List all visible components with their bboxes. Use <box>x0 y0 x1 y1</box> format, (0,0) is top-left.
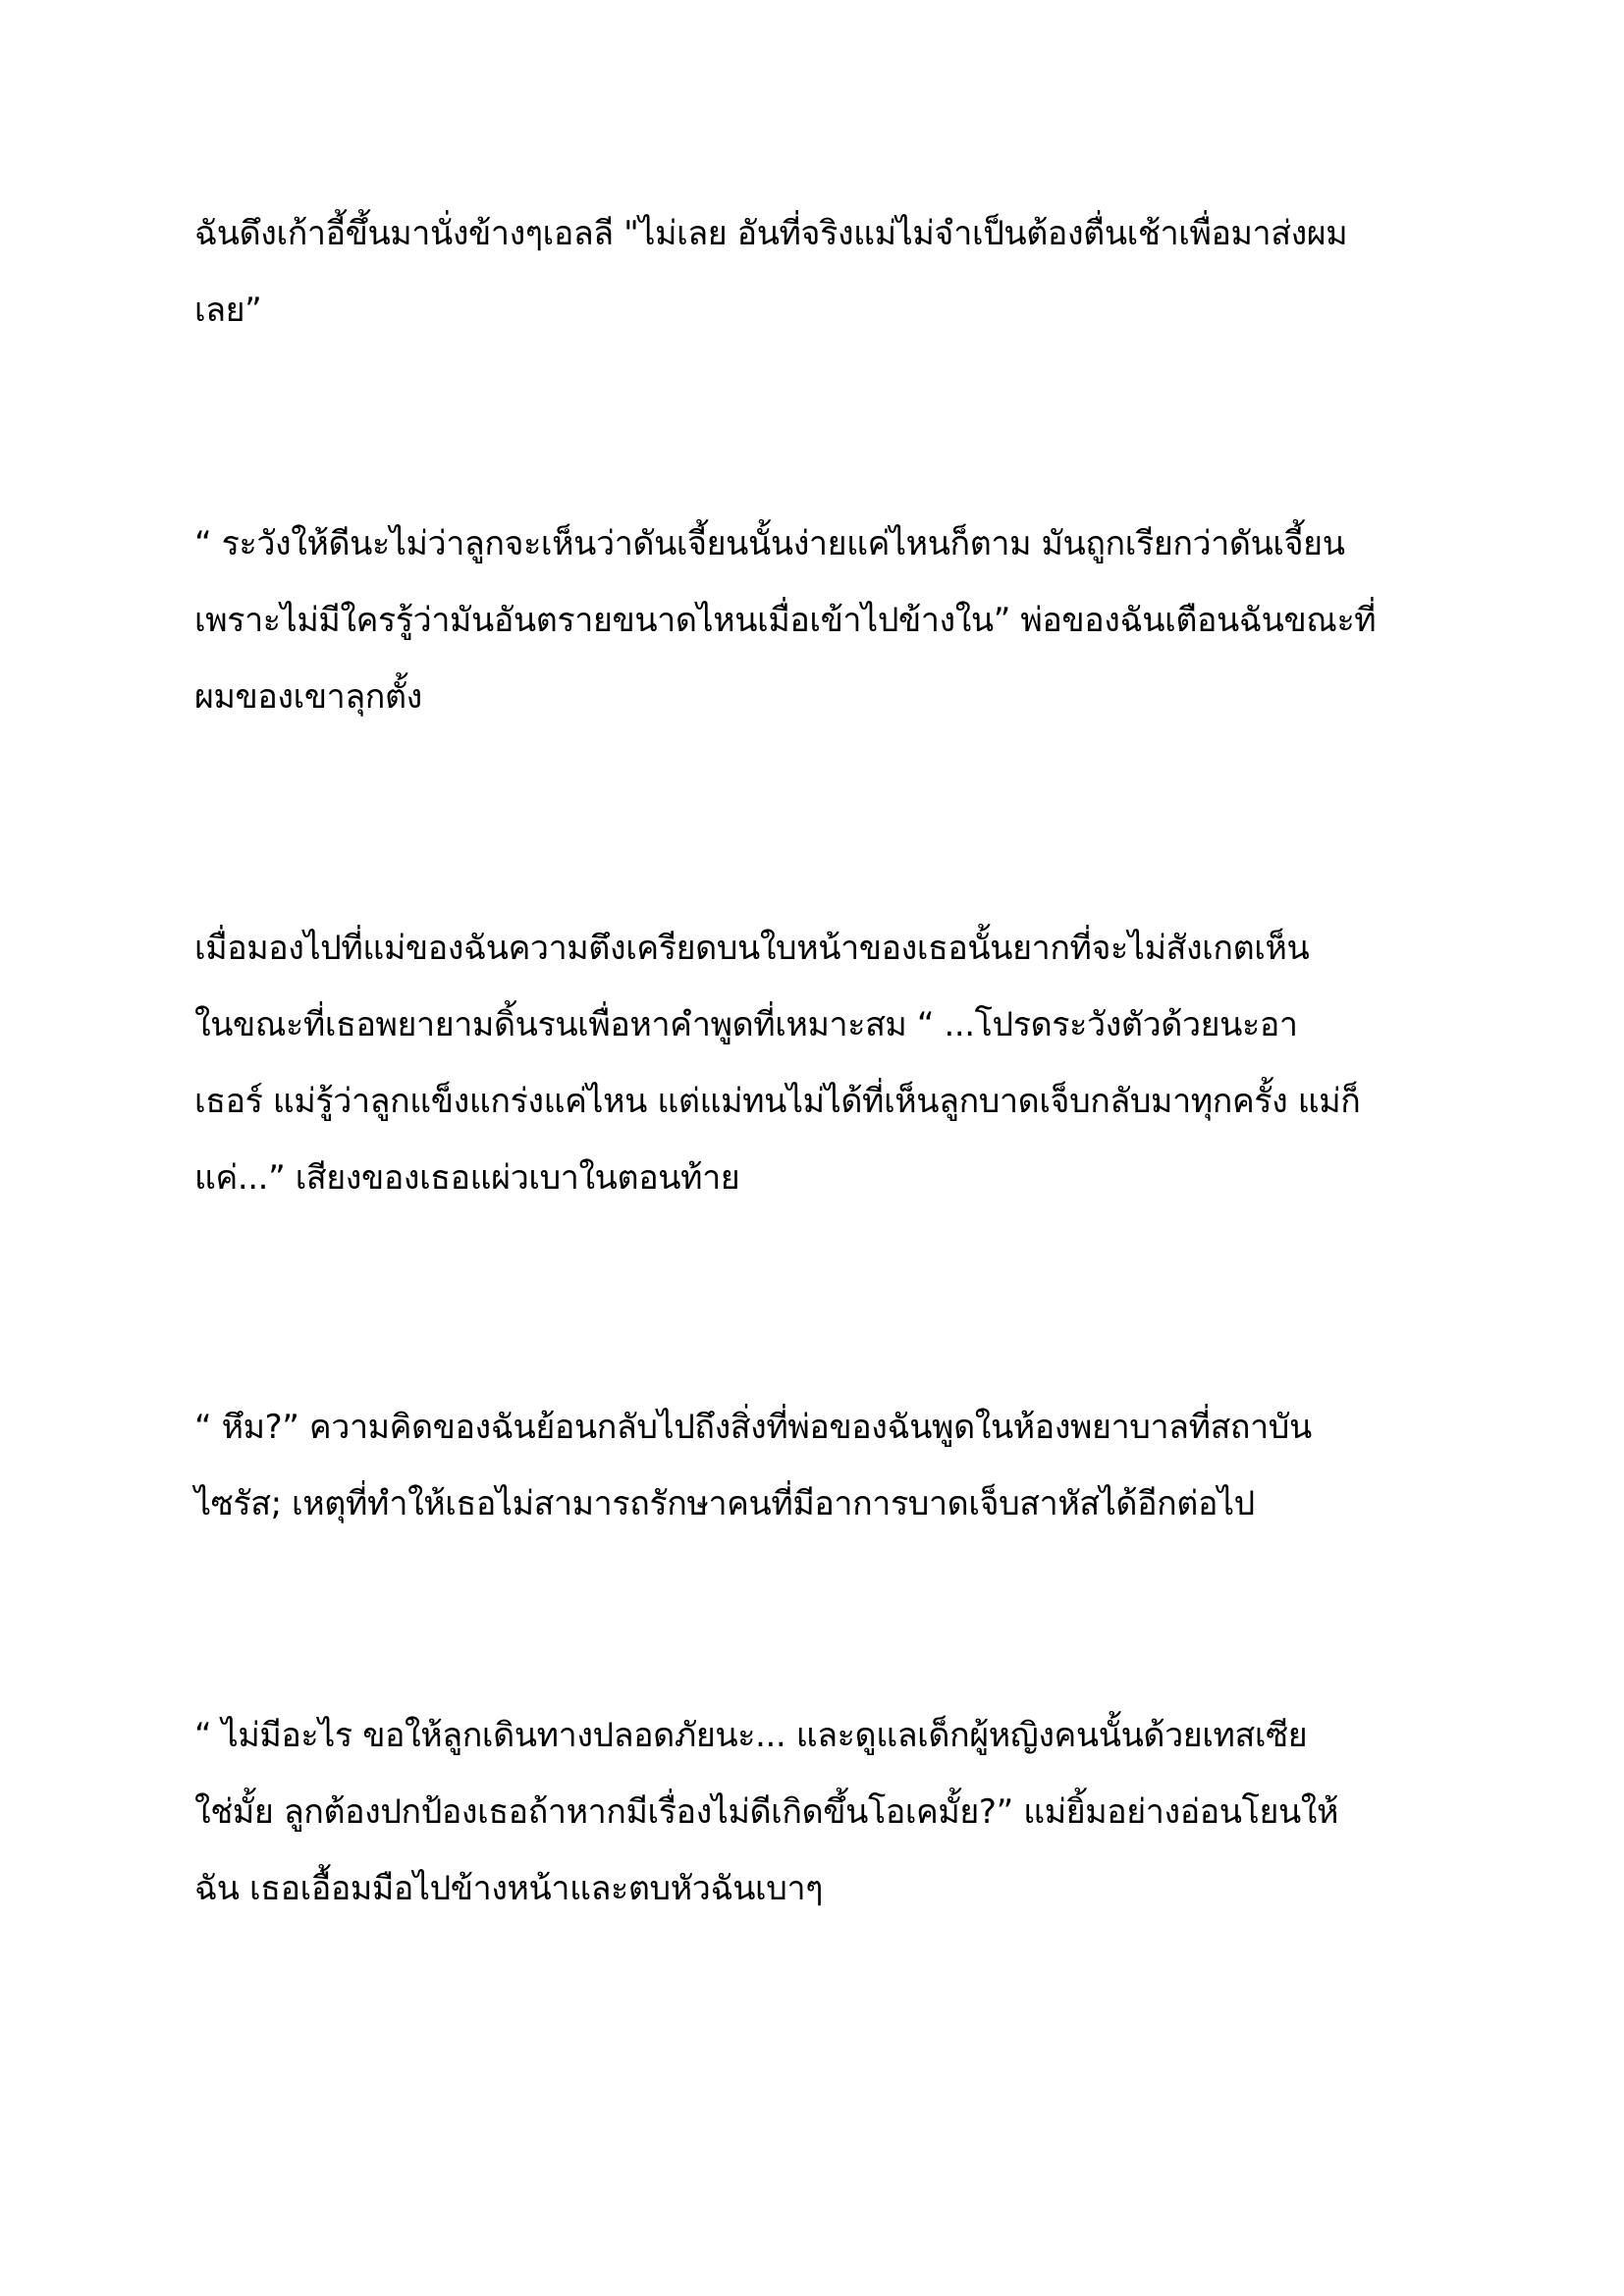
paragraph-line: “ ระวังให้ดีนะไม่ว่าลูกจะเห็นว่าดันเจี้ยนนั้นง่ายแค่ไหนก็ตาม มันถูกเรียกว่าดันเจี้ยน <box>194 524 1345 563</box>
paragraph-3 <box>194 910 1471 1216</box>
paragraph-line: ใช่มั้ย ลูกต้องปกป้องเธอถ้าหากมีเรื่องไม่ดีเกิดขึ้นโอเคมั้ย?” แม่ยิ้มอย่างอ่อนโยนให้ <box>194 1792 1339 1832</box>
paragraph-line: เมื่อมองไปที่แม่ของฉันความตึงเครียดบนใบหน้าของเธอนั้นยากที่จะไม่สังเกตเห็น <box>194 929 1310 968</box>
paragraph-2 <box>194 506 1471 735</box>
paragraph-line: “ หึม?” ความคิดของฉันย้อนกลับไปถึงสิ่งที่พ่อของฉันพูดในห้องพยาบาลที่สถาบัน <box>194 1408 1312 1447</box>
paragraph-5 <box>194 1697 1471 1927</box>
paragraph-1 <box>194 195 1471 348</box>
paragraph-line: ไซรัส; เหตุที่ทำให้เธอไม่สามารถรักษาคนที่มีอาการบาดเจ็บสาหัสได้อีกต่อไป <box>194 1484 1255 1523</box>
paragraph-line: เลย” <box>194 291 262 330</box>
paragraph-line: ฉันดึงเก้าอี้ขึ้นมานั่งข้างๆเอลลี "ไม่เลย อันที่จริงแม่ไม่จำเป็นต้องตื่นเช้าเพื่อมาส่งผม <box>194 214 1348 253</box>
paragraph-line: เพราะไม่มีใครรู้ว่ามันอันตรายขนาดไหนเมื่อเข้าไปข้างใน” พ่อของฉันเตือนฉันขณะที่ <box>194 601 1377 640</box>
paragraph-line: ในขณะที่เธอพยายามดิ้นรนเพื่อหาคำพูดที่เหมาะสม “ ...โปรดระวังตัวด้วยนะอา <box>194 1005 1298 1044</box>
paragraph-line: ฉัน เธอเอื้อมมือไปข้างหน้าและตบหัวฉันเบาๆ <box>194 1869 824 1908</box>
paragraph-line: เธอร์ แม่รู้ว่าลูกแข็งแกร่งแค่ไหน แต่แม่ทนไม่ได้ที่เห็นลูกบาดเจ็บกลับมาทุกครั้ง แม่ก็ <box>194 1082 1361 1121</box>
paragraph-line: แค่...” เสียงของเธอแผ่วเบาในตอนท้าย <box>194 1158 740 1198</box>
paragraph-4 <box>194 1389 1471 1542</box>
paragraph-line: “ ไม่มีอะไร ขอให้ลูกเดินทางปลอดภัยนะ... และดูแลเด็กผู้หญิงคนนั้นด้วยเทสเซีย <box>194 1716 1308 1755</box>
paragraph-line: ผมของเขาลุกตั้ง <box>194 677 422 717</box>
